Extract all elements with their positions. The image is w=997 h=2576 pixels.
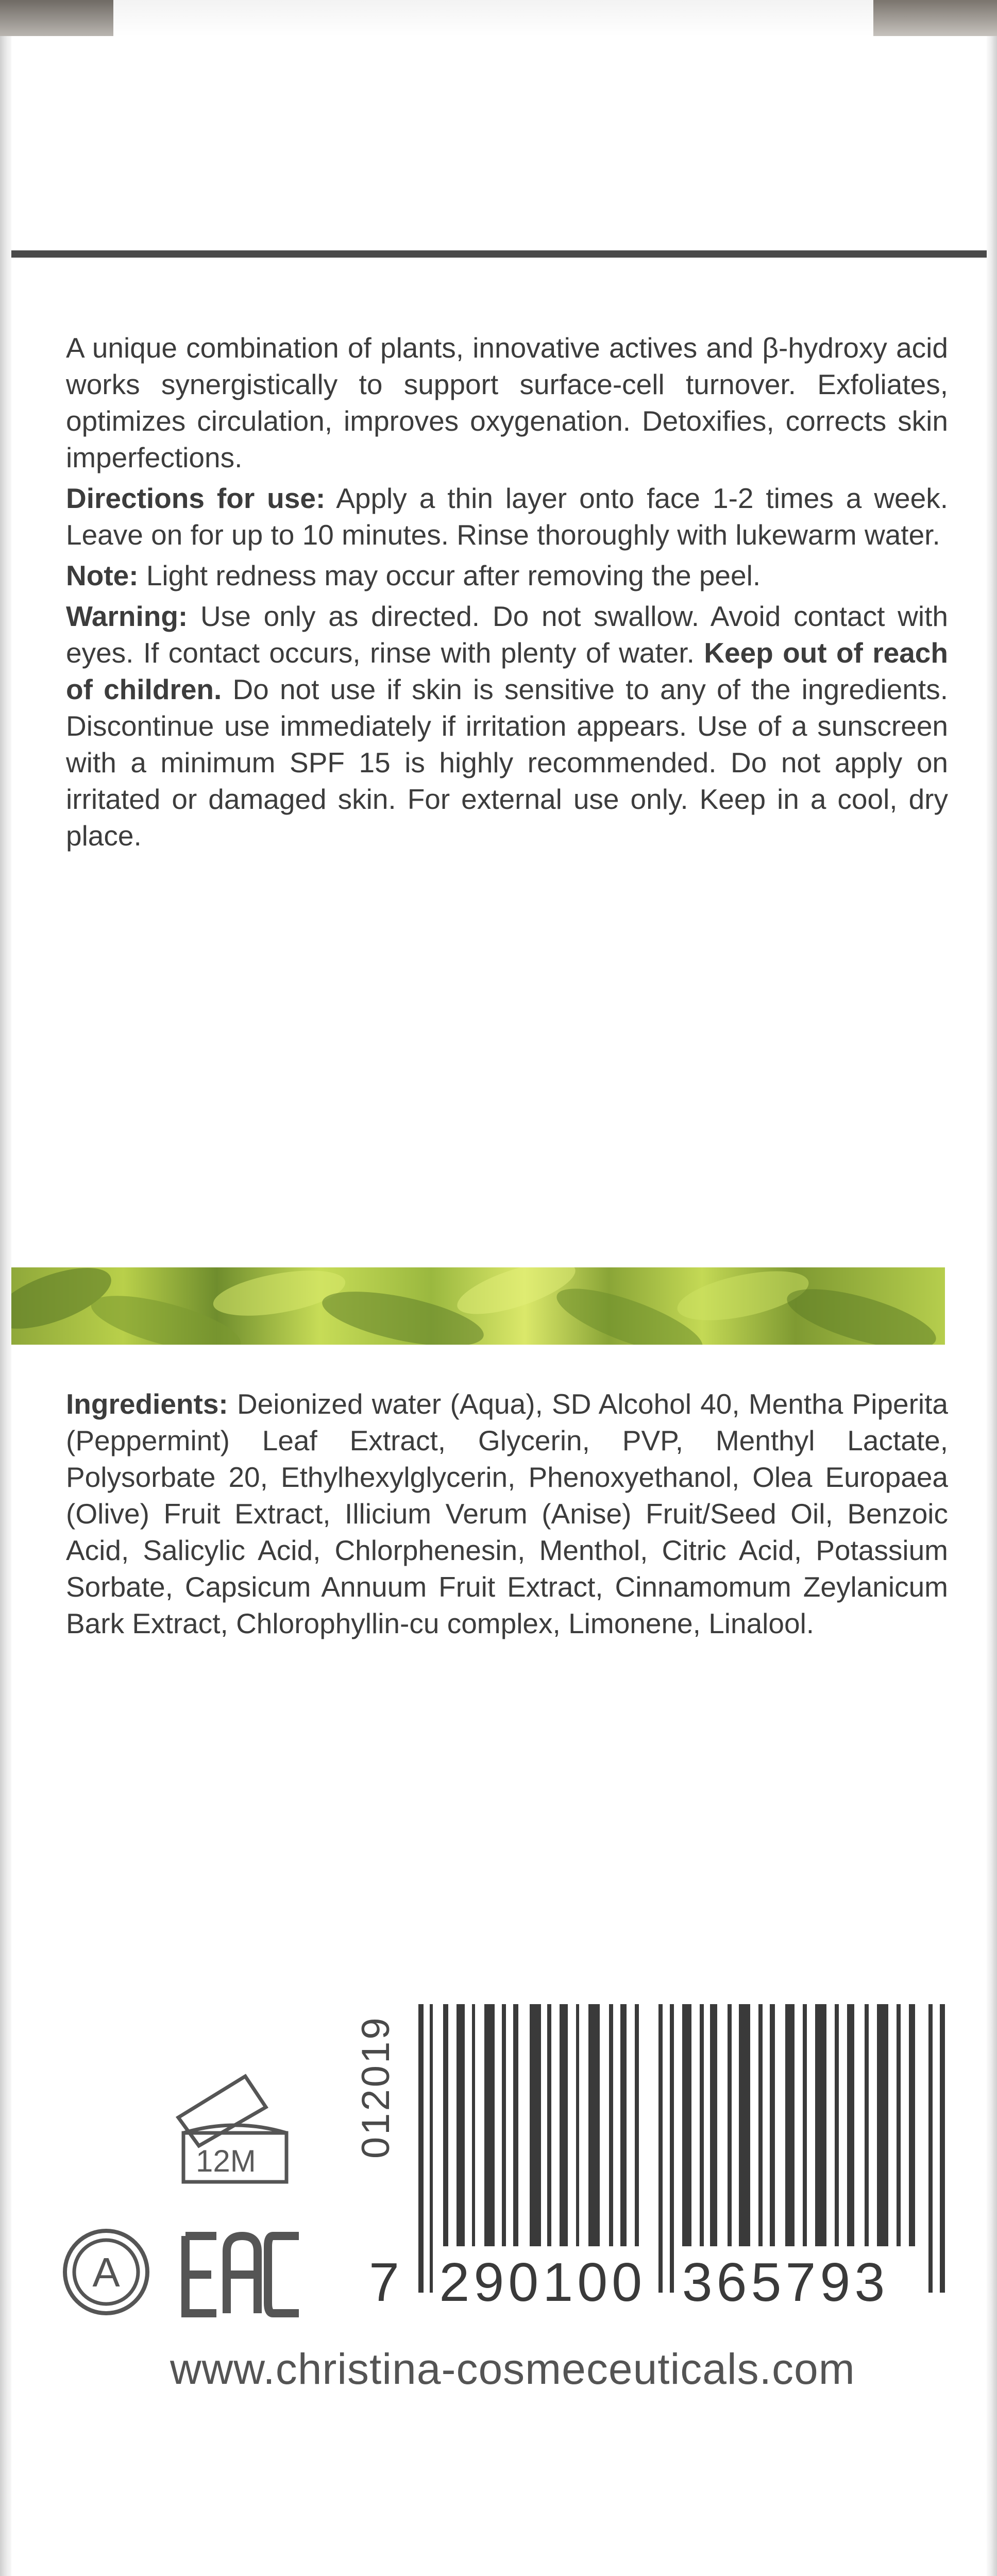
note-text: Light redness may occur after removing the peel.: [138, 560, 761, 591]
warning-bold: Keep out of reach of children.: [66, 637, 948, 705]
website-url: www.christina-cosmeceuticals.com: [170, 2345, 855, 2393]
directions-label: Directions for use:: [66, 482, 326, 514]
box-right-edge: [987, 0, 997, 2576]
barcode-bars: [418, 2004, 948, 2293]
ingredients-paragraph: [66, 1386, 948, 1642]
barcode-group-1: 290100: [436, 2252, 649, 2313]
barcode-lead-digit: 7: [366, 2252, 407, 2313]
warning-text-2: Do not use if skin is sensitive to any of the ingredients. Discontinue use immediately if irritation appears. Use of a sunscreen with a minimum SPF 15 is highly recommended. Do not apply on irritated or damaged skin. For external use only. Keep in a cool, dry place.: [66, 673, 948, 852]
leaf-pattern: [11, 1267, 945, 1345]
barcode-group-2: 365793: [679, 2252, 892, 2313]
batch-code: 012019: [354, 2015, 398, 2159]
directions-text: Apply a thin layer onto face 1-2 times a week. Leave on for up to 10 minutes. Rinse thoroughly with lukewarm water.: [66, 482, 948, 551]
leaf-image-band: [11, 1267, 945, 1345]
header-divider: [11, 250, 987, 258]
ingredients-text: Deionized water (Aqua), SD Alcohol 40, Mentha Piperita (Peppermint) Leaf Extract, Glycerin, PVP, Menthyl Lactate, Polysorbate 20, Ethylhexylglycerin, Phenoxyethanol, Olea Europaea (Olive) Fruit Extract, Illicium Verum (Anise) Fruit/Seed Oil, Benzoic Acid, Salicylic Acid, Chlorphenesin, Menthol, Citric Acid, Potassium Sorbate, Capsicum Annuum Fruit Extract, Cinnamomum Zeylanicum Bark Extract, Chlorophyllin-cu complex, Limonene, Linalool.: [66, 1388, 948, 1639]
pao-label: 12M: [196, 2144, 256, 2178]
note-label: Note:: [66, 560, 139, 591]
warning-paragraph: [66, 598, 948, 854]
box-left-edge: [0, 0, 11, 2576]
circled-a-icon: [60, 2226, 153, 2318]
ingredients-block: [66, 1386, 948, 1646]
note-paragraph: [66, 557, 948, 594]
eac-mark-icon: [180, 2231, 304, 2318]
top-flap-right: [873, 0, 997, 36]
warning-label: Warning:: [66, 600, 188, 632]
intro-paragraph: A unique combination of plants, innovative actives and β-hydroxy acid works synergistically to support surface-cell turnover. Exfoliates, optimizes circulation, improves oxygenation. Detoxifies, corrects skin imperfections.: [66, 332, 948, 473]
directions-paragraph: [66, 480, 948, 553]
barcode-digits: [366, 2251, 953, 2314]
warning-text-1: Use only as directed. Do not swallow. Avoid contact with eyes. If contact occurs, rinse with plenty of water.: [66, 600, 948, 669]
description-block: [66, 330, 948, 858]
ingredients-label: Ingredients:: [66, 1388, 228, 1420]
top-band: [11, 0, 987, 36]
top-flap-left: [0, 0, 113, 36]
circled-a-letter: A: [92, 2249, 120, 2295]
